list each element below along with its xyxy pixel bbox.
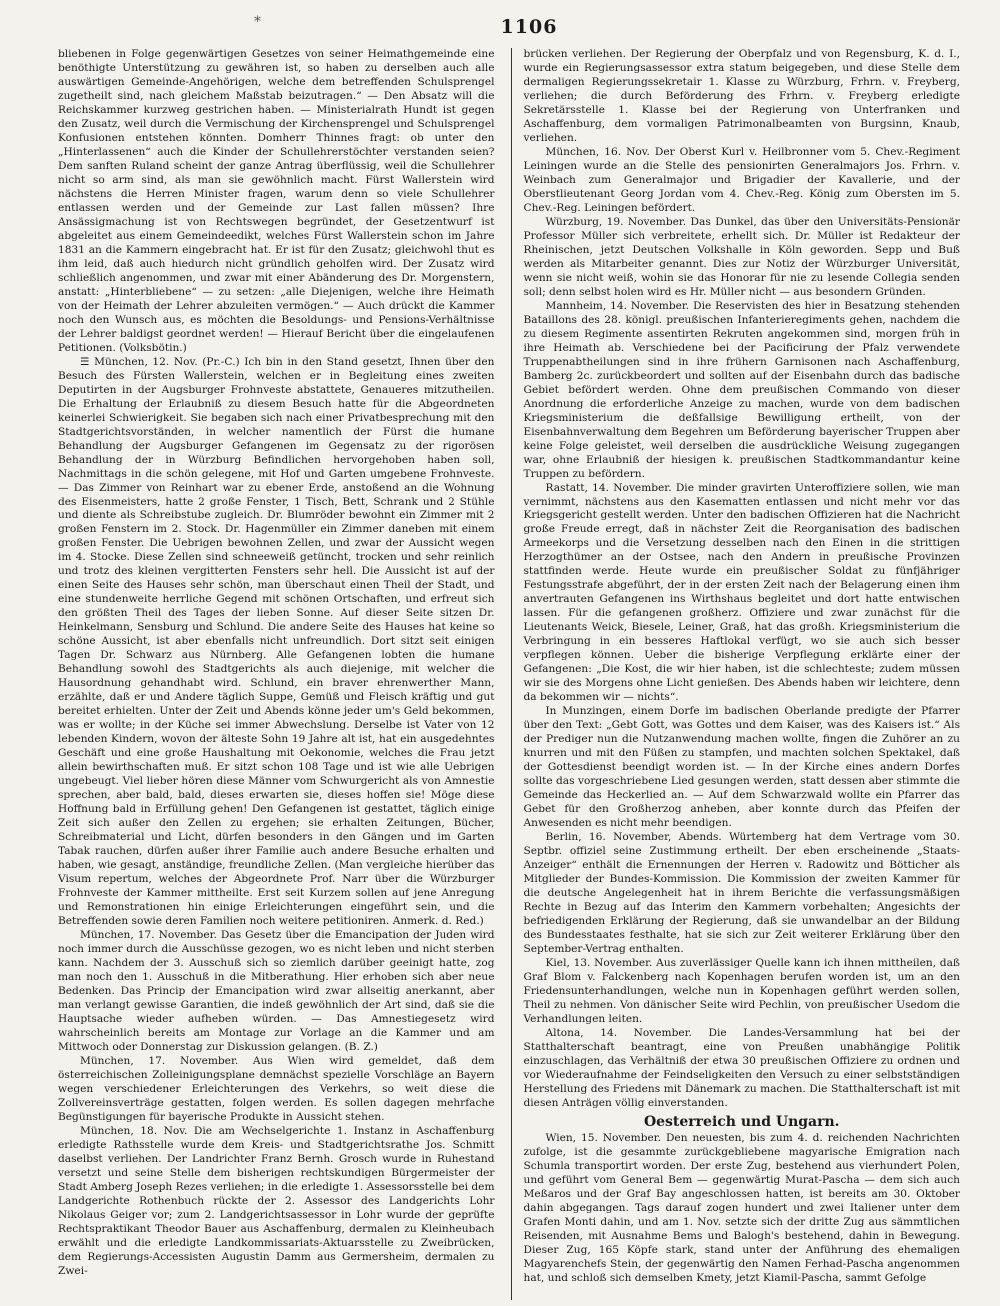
left-column (58, 48, 495, 1300)
article-paragraph: München, 16. Nov. Der Oberst Kurl v. Heilbronner vom 5. Chev.-Regiment Leiningen wurde an die Stelle des pensionirten Generalmajors Jos. Frhrn. v. Weinbach zum Generalmajor und Brigadier der Kavallerie, und der Oberstlieutenant Georg Jordan vom 4. Chev.-Reg. König zum Obersten im 5. Chev.-Reg. Leiningen befördert. (523, 145, 960, 214)
right-column (511, 48, 961, 1300)
article-paragraph: Wien, 15. November. Den neuesten, bis zum 4. d. reichenden Nachrichten zufolge, ist die gesammte zurückgebliebene magyarische Emigration nach Schumla transportirt worden. Der erste Zug, bestehend aus vierhundert Polen, und geführt vom General Bem — gegenwärtig Murat-Pascha — dem sich auch Meßaros und der Graf Bay angeschlossen hatten, ist bereits am 30. Oktober dahin abgegangen. Tags darauf zogen hundert und zwei Italiener unter dem Grafen Monti dahin, und am 1. Nov. setzte sich der dritte Zug aus sämmtlichen Reisenden, mit Ausnahme Bems und Balogh's bestehend, dahin in Bewegung. Dieser Zug, 165 Köpfe stark, stand unter der Anführung des ehemaligen Magyarenchefs Stein, der gegenwärtig den Namen Ferhad-Pascha angenommen hat, und schloß sich demselben Kmety, jetzt Kiamil-Pascha, sammt Gefolge (523, 1131, 960, 1284)
article-paragraph: Kiel, 13. November. Aus zuverlässiger Quelle kann ich ihnen mittheilen, daß Graf Blom v. Falckenberg nach Kopenhagen berufen worden ist, um an den Friedensunterhandlungen, welche nun in Kopenhagen geführt werden sollen, Theil zu nehmen. Von dänischer Seite wird Pechlin, von preußischer Usedom die Verhandlungen leiten. (523, 956, 960, 1025)
article-paragraph: München, 17. November. Aus Wien wird gemeldet, daß dem österreichischen Zolleinigungsplane demnächst spezielle Vorschläge an Bayern wegen verschiedener Erleichterungen des Verkehrs, so weit diese die Zollvereinsverträge gestatten, folgen werden. Es sollen dagegen mehrfache Begünstigungen für bayerische Produkte in Aussicht stehen. (58, 1054, 495, 1123)
article-paragraph: Altona, 14. November. Die Landes-Versammlung hat bei der Statthalterschaft beantragt, eine von Preußen unabhängige Politik einzuschlagen, das Verhältniß der etwa 30 preußischen Offiziere zu ordnen und vor Wiederaufnahme der Feindseligkeiten den Versuch zu einer selbstständigen Herstellung des Friedens mit Dänemark zu machen. Die Statthalterschaft ist mit diesen Anträgen völlig einverstanden. (523, 1026, 960, 1109)
article-paragraph: In Munzingen, einem Dorfe im badischen Oberlande predigte der Pfarrer über den Text: „Gebt Gott, was Gottes und dem Kaiser, was des Kaisers ist.“ Als der Prediger nun die Nutzanwendung machen wollte, fingen die Zuhörer an zu knurren und mit den Füßen zu stampfen, und machten solchen Spektakel, daß der Gottesdienst beendigt worden ist. — In der Kirche eines andern Dorfes sollte das vorgeschriebene Lied gesungen werden, statt dessen aber stimmte die Gemeinde das Heckerlied an. — Auf dem Schwarzwald wollte ein Pfarrer das Gebet für den Großherzog anheben, aber konnte durch das Pfeifen der Anwesenden es nicht mehr beendigen. (523, 705, 960, 830)
article-paragraph: bliebenen in Folge gegenwärtigen Gesetzes von seiner Heimathgemeinde eine benöthigte Unterstützung zu gewähren ist, so haben zu derselben auch alle auswärtigen Gemeinde-Angehörigen, welche dem betreffenden Schulsprengel zugetheilt sind, nach gleichem Maßstab beizutragen.“ — Den Absatz will die Reichskammer kurzweg gestrichen haben. — Ministerialrath Hundt ist gegen den Zusatz, weil durch die Vermischung der Kirchensprengel und Schulsprengel Konfusionen entstehen könnten. Domherr Thinnes fragt: ob unter den „Hinterlassenen“ auch die Kinder der Schullehrerstöchter verstanden seien? Dem sanften Ruland scheint der ganze Antrag überflüssig, weil die Schullehrer nicht so arm sind, als man sie gewöhnlich macht. Fürst Wallerstein wird nächstens die Herren Minister fragen, warum denn so viele Schullehrer entlassen werden und der Gemeinde zur Last fallen müssen? Ihre Ansässigmachung ist von Rechtswegen begründet, der Gesetzentwurf ist abgeleitet aus einem Gemeindeedikt, welches Fürst Wallerstein schon im Jahre 1831 an die Kammern eingebracht hat. Er ist für den Zusatz; gleichwohl thut es ihm leid, daß auch hiedurch nicht gründlich geholfen wird. Der Zusatz wird schließlich angenommen, und zwar mit einer Abänderung des Dr. Morgenstern, anstatt: „Hinterbliebene“ — zu setzen: „alle Diejenigen, welche ihre Heimath von der Heimath der Lehrer abzuleiten vermögen.“ — Auch drückt die Kammer noch den Wunsch aus, es möchten die Besoldungs- und Pensions-Verhältnisse der Lehrer baldigst geordnet werden! — Hierauf Bericht über die eingelaufenen Petitionen. (Volksbötin.) (58, 48, 495, 354)
article-paragraph: München, 18. Nov. Die am Wechselgerichte 1. Instanz in Aschaffenburg erledigte Rathsstelle wurde dem Kreis- und Stadtgerichtsrathe Jos. Schmitt daselbst verliehen. Der Landrichter Franz Bernh. Grosch wurde in Ruhestand versetzt und seine Stelle dem bisherigen rechtskundigen Bürgermeister der Stadt Amberg Joseph Rezes verliehen; in die erledigte 1. Assessorsstelle bei dem Landgerichte Rothenbuch rückte der 2. Assessor des Landgerichts Lohr Nikolaus Geiger vor; zum 2. Landgerichtsassessor in Lohr wurde der geprüfte Rechtspraktikant Theodor Bauer aus Aschaffenburg, dermalen zu Kleinheubach erwählt und die erledigte Landkommissariats-Aktuarsstelle zu Zweibrücken, dem Regierungs-Accessisten Augustin Damm aus Germersheim, dermalen zu Zwei- (58, 1124, 495, 1277)
page-number: 1106 (500, 16, 558, 38)
article-paragraph: Mannheim, 14. November. Die Reservisten des hier in Besatzung stehenden Bataillons des 28. königl. preußischen Infanterieregiments gehen, nachdem die zu diesem Regimente assentirten Rekruten angekommen sind, morgen früh in ihre Heimath ab. Verschiedene bei der Pacificirung der Pfalz verwendete Truppenabtheilungen sind in ihre frühern Garnisonen nach Aschaffenburg, Bamberg 2c. zurückbeordert und sollten auf der Eisenbahn durch das badische Gebiet befördert werden. Ohne dem preußischen Commando von dieser Anordnung die erforderliche Anzeige zu machen, wurde von dem badischen Kriegsministerium die deßfallsige Bewilligung ertheilt, von der Eisenbahnverwaltung dem Begehren um Beförderung bayerischer Truppen aber keine Folge geleistet, weil derselben die ausdrückliche Weisung zugegangen war, ohne Erlaubniß der hiesigen k. preußischen Stadtkommandantur keine Truppen zu befördern. (523, 299, 960, 480)
article-paragraph: München, 17. November. Das Gesetz über die Emancipation der Juden wird noch immer durch die Ausschüsse gezogen, wo es nicht leben und nicht sterben kann. Nachdem der 3. Ausschuß sich so ziemlich darüber geeinigt hatte, zog man noch den 1. Ausschuß in die Mitberathung. Hier erhoben sich aber neue Bedenken. Das Princip der Emancipation wird zwar allseitig anerkannt, aber man verlangt gewisse Garantien, die indeß gewöhnlich der Art sind, daß sie die Hauptsache wieder aufheben würden. — Das Amnestiegesetz wird wahrscheinlich bereits am Montage zur Vorlage an die Kammer und am Mittwoch oder Donnerstag zur Diskussion gelangen. (B. Z.) (58, 929, 495, 1053)
article-paragraph: Würzburg, 19. November. Das Dunkel, das über den Universitäts-Pensionär Professor Müller sich verbreitete, erhellt sich. Dr. Müller ist Redakteur der Rheinischen, jetzt Deutschen Volkshalle in Köln geworden. Sepp und Buß werden als Mitarbeiter genannt. Dies zur Notiz der Würzburger Universität, wenn sie nicht weiß, wohin sie das Honorar für nie zu lesende Collegia senden soll; denn selbst holen wird es Hr. Müller nicht — aus besondern Gründen. (523, 215, 960, 298)
corner-mark: * (254, 14, 261, 30)
article-paragraph: Berlin, 16. November, Abends. Würtemberg hat dem Vertrage vom 30. Septbr. offiziel seine Zustimmung ertheilt. Der eben erscheinende „Staats-Anzeiger“ enthält die Ernennungen der Herren v. Radowitz und Bötticher als Mitglieder der Bundes-Kommission. Die Kommission der zweiten Kammer für die deutsche Angelegenheit hat in ihrem Berichte die verfassungsmäßigen Rechte in Bezug auf das Interim den Kammern vorbehalten; Angesichts der befriedigenden Erklärung der Regierung, daß sie unwandelbar an der Bildung des Bundesstaates festhalte, hat sie sich zur Zeit weiterer Erklärung über den September-Vertrag enthalten. (523, 831, 960, 955)
article-paragraph: Rastatt, 14. November. Die minder gravirten Unteroffiziere sollen, wie man vernimmt, nächstens aus den Kasematten entlassen und nicht mehr vor das Kriegsgericht gestellt werden. Unter den badischen Offizieren hat die Nachricht große Freude erregt, daß in nächster Zeit die Reorganisation des badischen Armeekorps und die Versetzung desselben nach den Einen in die strittigen Herzogthümer an der Ostsee, nach den Andern in preußische Provinzen stattfinden werde. Heute wurde ein preußischer Soldat zu fünfjähriger Festungsstrafe abgeführt, der in der ersten Zeit nach der Belagerung einen ihm anvertrauten Gefangenen ins Wirthshaus begleitet und dort hatte entwischen lassen. Für die gefangenen großherz. Offiziere und zwar zunächst für die Lieutenants Weick, Biesele, Leiner, Graß, hat das großh. Kriegsministerium die Verbringung in ein besseres Haftlokal verfügt, wo sie auch sich besser verpflegen können. Ueber die bisherige Verpflegung erklärte einer der Gefangenen: „Die Kost, die wir hier haben, ist die schlechteste; zudem müssen wir sie des Morgens ohne Licht genießen. Des Abends haben wir leichtere, denn da bekommen wir — nichts“. (523, 481, 960, 704)
article-paragraph: brücken verliehen. Der Regierung der Oberpfalz und von Regensburg, K. d. I., wurde ein Regierungsassessor extra statum beigegeben, und diese Stelle dem dermaligen Regierungssekretair 1. Klasse zu Würzburg, Frhrn. v. Freyberg, verliehen; die durch Beförderung des Frhrn. v. Freyberg erledigte Sekretärsstelle 1. Klasse bei der Regierung von Unterfranken und Aschaffenburg, dem vormaligen Patrimonalbeamten von Burgsinn, Knaub, verliehen. (523, 48, 960, 144)
section-heading: Oesterreich und Ungarn. (643, 1113, 840, 1130)
article-paragraph: ☰ München, 12. Nov. (Pr.-C.) Ich bin in den Stand gesetzt, Ihnen über den Besuch des Fürsten Wallerstein, welchen er in Begleitung eines zweiten Deputirten in der Augsburger Frohnveste abstattete, Genaueres mitzutheilen. Die Erhaltung der Erlaubniß zu diesem Besuch hatte für die Abgeordneten keinerlei Schwierigkeit. Sie begaben sich nach einer Privatbesprechung mit den Stadtgerichtsvorständen, in welcher namentlich der Fürst die humane Behandlung der Augsburger Gefangenen im Gegensatz zu der rigorösen Behandlung der in Würzburg Befindlichen hervorgehoben haben soll, Nachmittags in die schön gelegene, mit Hof und Garten umgebene Frohnveste. — Das Zimmer von Reinhart war zu ebener Erde, anstoßend an die Wohnung des Eisenmeisters, hatte 2 große Fenster, 1 Tisch, Bett, Schrank und 2 Stühle und diente als Schreibstube zugleich. Dr. Blumröder bewohnt ein Zimmer mit 2 großen Fenstern im 2. Stock. Dr. Hagenmüller ein Zimmer daneben mit einem großen Fenster. Die Uebrigen bewohnen Zellen, und zwar der Aussicht wegen im 4. Stocke. Diese Zellen sind schneeweiß getüncht, trocken und sehr reinlich und trotz des kleinen vergitterten Fensters sehr hell. Die Aussicht ist auf der einen Seite des Hauses sehr schön, man überschaut einen Theil der Stadt, und eine stundenweite herrliche Gegend mit schönen Ortschaften, und erfreut sich den größten Theil des Tages der lieben Sonne. Auf dieser Seite sitzen Dr. Heinkelmann, Sensburg und Schlund. Die andere Seite des Hauses hat keine so schöne Aussicht, ist aber ebenfalls nicht unfreundlich. Dort sitzt seit einigen Tagen Dr. Schwarz aus Nürnberg. Alle Gefangenen lobten die humane Behandlung sowohl des Stadtgerichts als auch diejenige, mit welcher die Hausordnung gehandhabt wird. Schlund, ein braver ehrenwerther Mann, erzählte, daß er und Andere täglich Suppe, Gemüß und Fleisch kräftig und gut bereitet erhielten. Unter der Zeit und Abends könne jeder um's Geld bekommen, was er wollte; in der Küche sei immer Abwechslung. Derselbe ist Vater von 12 lebenden Kindern, wovon der älteste Sohn 19 Jahre alt ist, hat ein ausgedehntes Geschäft und eine große Haushaltung mit Oekonomie, welches die Frau jetzt allein bewirthschaften muß. Er sitzt schon 108 Tage und ist wie alle Uebrigen ungebeugt. Viel lieber hören diese Männer vom Schwurgericht als von Amnestie sprechen, aber bald, bald, dieses erwarten sie, dieses hoffen sie! Möge diese Hoffnung bald in Erfüllung gehen! Den Gefangenen ist gestattet, täglich einige Zeit sich außer den Zellen zu ergehen; sie erhalten Zeitungen, Bücher, Schreibmaterial und Licht, dürfen besonders in den Gängen und im Garten Tabak rauchen, dürfen außer ihrer Familie auch andere Besuche erhalten und haben, wie gesagt, anständige, freundliche Zellen. (Man vergleiche hierüber das Visum repertum, welches der Abgeordnete Prof. Narr über die Würzburger Frohnveste der Kammer mittheilte. Erst seit Kurzem sollen auf jene Anregung und Remonstrationen hin einige Erleichterungen eingeführt sein, und die Betreffenden sowie deren Familien noch weitere petitioniren. Anmerk. d. Red.) (58, 355, 495, 928)
text-columns (58, 48, 960, 1300)
